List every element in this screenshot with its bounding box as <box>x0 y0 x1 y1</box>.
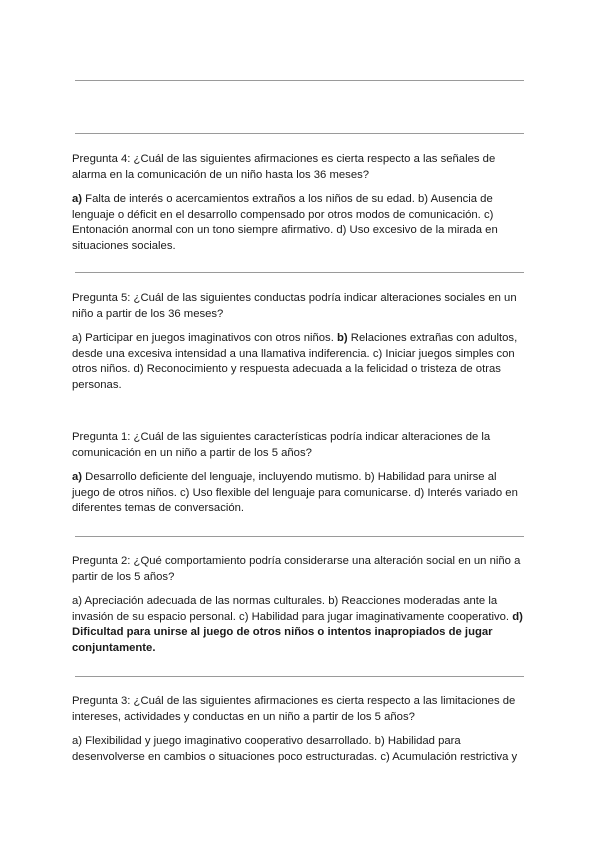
question-text: Pregunta 3: ¿Cuál de las siguientes afirmaciones es cierta respecto a las limitaciones de intereses, actividades y conductas en un niño a partir de los 5 años? <box>72 695 516 723</box>
divider <box>75 272 524 273</box>
divider <box>75 676 524 677</box>
divider <box>75 536 524 537</box>
answer-segment: a) Participar en juegos imaginativos con otros niños. <box>72 332 337 345</box>
divider <box>75 133 524 134</box>
answer-segment: Desarrollo deficiente del lenguaje, incluyendo mutismo. b) Habilidad para unirse al juego de otros niños. c) Uso flexible del lenguaje para comunicarse. d) Interés variado en diferentes temas de conversación. <box>72 471 518 515</box>
answer-segment: Relaciones extrañas con adultos, desde una excesiva intensidad a una llamativa indiferencia. c) Iniciar juegos simples con otros niños. d) Reconocimiento y respuesta adecuada a la felicidad o tristeza de otras personas. <box>72 332 518 391</box>
question-text: Pregunta 1: ¿Cuál de las siguientes características podría indicar alteraciones de la comunicación en un niño a partir de los 5 años? <box>72 431 491 459</box>
answer-segment: Falta de interés o acercamientos extraños a los niños de su edad. b) Ausencia de lenguaje o déficit en el desarrollo compensado por otros modos de comunicación. c) Entonación anormal con un tono siempre afirmativo. d) Uso excesivo de la mirada en situaciones sociales. <box>72 193 498 252</box>
answer-segment: d) Dificultad para unirse al juego de otros niños o intentos inapropiados de jugar conjuntamente. <box>72 610 523 654</box>
answer-text <box>72 594 527 656</box>
question-text: Pregunta 5: ¿Cuál de las siguientes conductas podría indicar alteraciones sociales en un niño a partir de los 36 meses? <box>72 292 517 320</box>
answer-text <box>72 470 527 517</box>
question-block <box>72 291 527 394</box>
question-text: Pregunta 4: ¿Cuál de las siguientes afirmaciones es cierta respecto a las señales de alarma en la comunicación de un niño hasta los 36 meses? <box>72 153 496 181</box>
question-text: Pregunta 2: ¿Qué comportamiento podría considerarse una alteración social en un niño a partir de los 5 años? <box>72 555 521 583</box>
question-block <box>72 430 527 517</box>
answer-segment: b) <box>337 332 348 345</box>
answer-text <box>72 331 527 393</box>
answer-segment: a) <box>72 193 83 206</box>
divider <box>75 80 524 81</box>
answer-segment: a) <box>72 471 83 484</box>
question-block <box>72 694 527 765</box>
answer-segment: a) Flexibilidad y juego imaginativo cooperativo desarrollado. b) Habilidad para desenvolverse en cambios o situaciones poco estructuradas. c) Acumulación restrictiva y <box>72 735 518 763</box>
question-block <box>72 554 527 657</box>
answer-segment: a) Apreciación adecuada de las normas culturales. b) Reacciones moderadas ante la invasión de su espacio personal. c) Habilidad para jugar imaginativamente cooperativo. <box>72 595 513 623</box>
answer-text <box>72 192 527 254</box>
question-block <box>72 152 527 255</box>
answer-text <box>72 734 527 765</box>
